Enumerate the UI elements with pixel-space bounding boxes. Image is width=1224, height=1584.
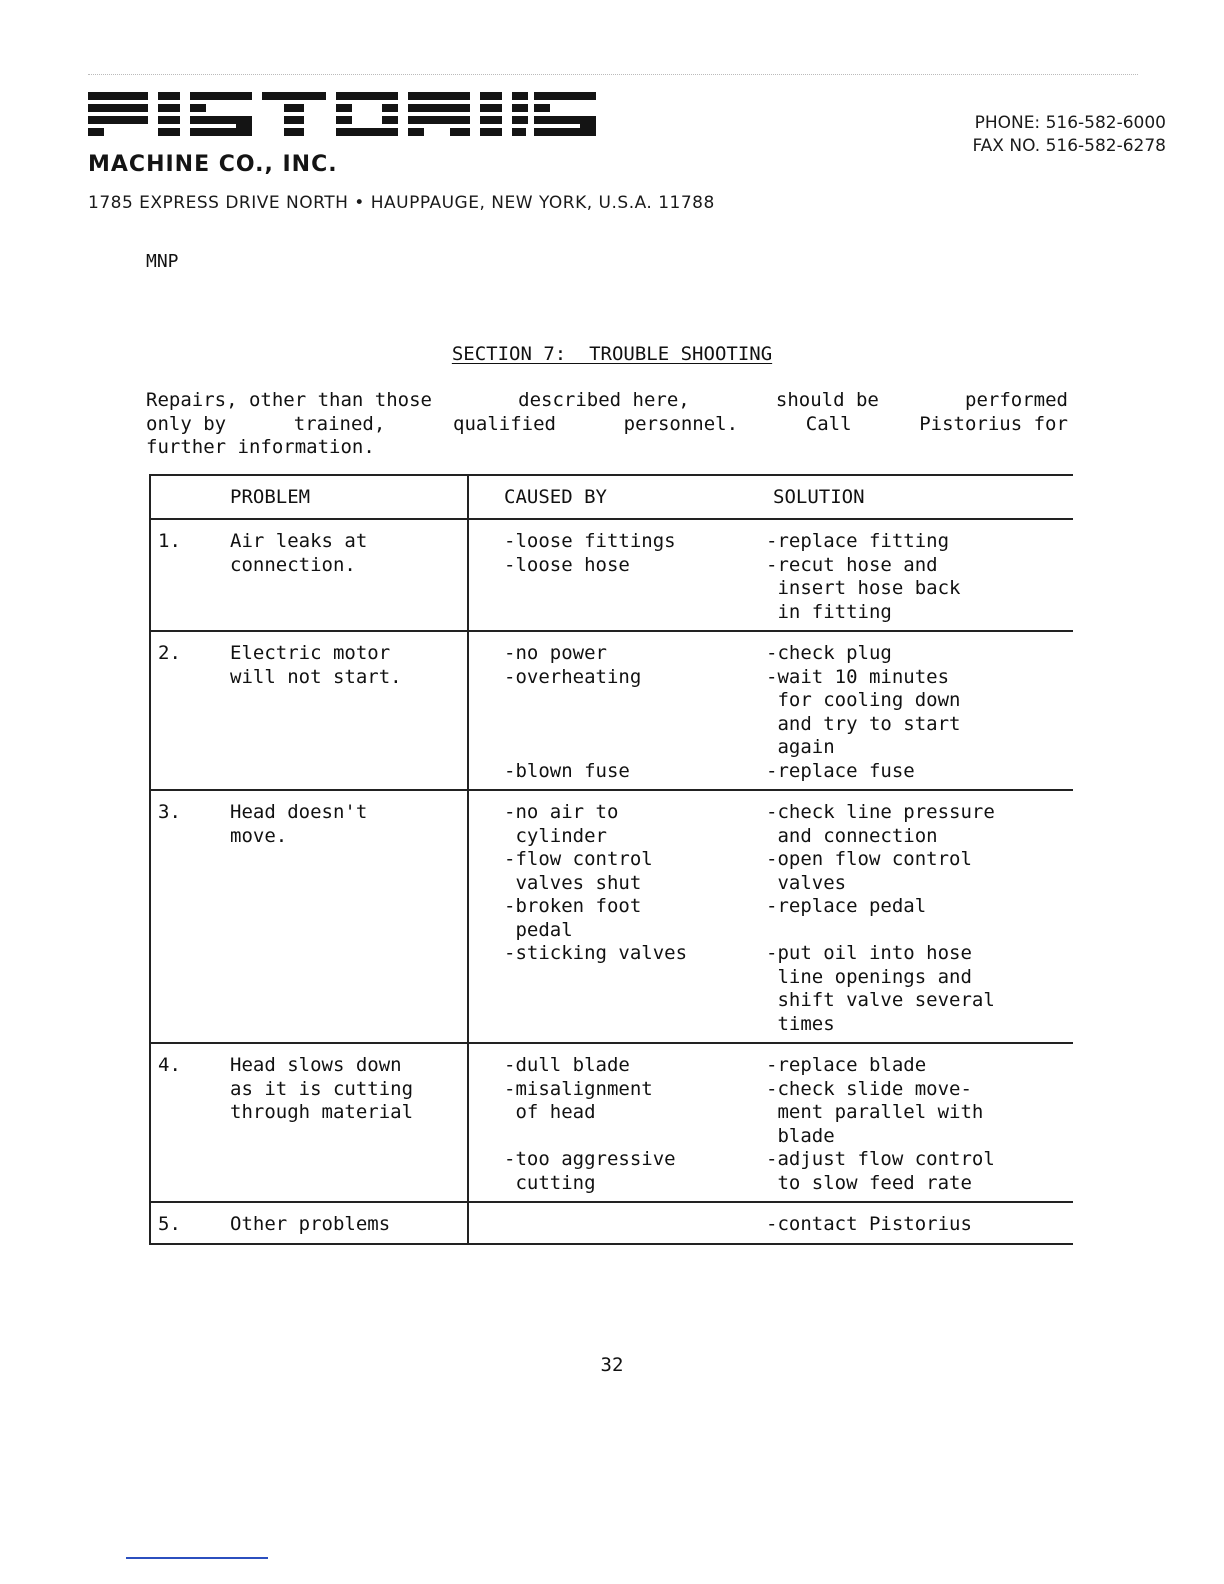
- solution-cell: [758, 1202, 1073, 1244]
- solution-entry: -recut hose and: [766, 553, 938, 576]
- cause-entry: -too aggressive: [504, 1148, 676, 1170]
- header-solution: SOLUTION: [758, 475, 1073, 519]
- cause-entry: -no air to: [504, 801, 619, 823]
- row-number: 5.: [158, 1213, 181, 1235]
- document-code: MNP: [146, 251, 179, 272]
- solution-entry: -replace blade: [766, 1054, 927, 1076]
- solution-entry: for cooling down: [766, 689, 961, 711]
- problem-text: Head doesn't move.: [230, 801, 368, 847]
- cause-entry: [504, 713, 758, 737]
- problem-cell: [150, 790, 468, 1043]
- solution-entry: -open flow control: [766, 848, 972, 870]
- intro-fragment: Pistorius for: [919, 412, 1068, 435]
- solution-cell: [758, 1043, 1073, 1202]
- scan-artifact-line: [88, 74, 1138, 75]
- company-logo: [88, 92, 600, 144]
- table-header-row: [150, 475, 1073, 519]
- solution-entry: -replace fitting: [766, 530, 950, 552]
- solution-entry: -adjust flow control: [766, 1148, 995, 1170]
- problem-text: Air leaks at connection.: [230, 530, 368, 576]
- intro-line: [146, 413, 1068, 437]
- caused-by-cell: [468, 631, 758, 790]
- cause-entry: -no power: [504, 642, 607, 664]
- header-problem: PROBLEM: [150, 475, 468, 519]
- cause-entry: cutting: [504, 1171, 596, 1194]
- solution-cell: [758, 519, 1073, 631]
- section-title: [0, 343, 1224, 365]
- intro-fragment: Call: [805, 412, 852, 435]
- solution-entry: shift valve several: [766, 989, 995, 1011]
- intro-fragment: described here,: [518, 389, 690, 411]
- solution-entry: blade: [766, 1124, 835, 1147]
- problem-cell: [150, 519, 468, 631]
- intro-line: [146, 436, 1068, 460]
- solution-entry: -put oil into hose: [766, 942, 972, 964]
- cause-entry: valves shut: [504, 871, 642, 894]
- cause-entry: -dull blade: [504, 1054, 630, 1076]
- fax-number: FAX NO. 516-582-6278: [972, 136, 1166, 156]
- solution-entry: valves: [766, 871, 847, 894]
- cause-entry: -loose fittings: [504, 530, 676, 552]
- solution-entry: -wait 10 minutes: [766, 665, 950, 688]
- row-number: 3.: [158, 801, 181, 823]
- solution-entry: line openings and: [766, 965, 972, 988]
- contact-block: [972, 112, 1166, 158]
- solution-cell: [758, 790, 1073, 1043]
- caused-by-cell: [468, 1202, 758, 1244]
- intro-fragment: performed: [965, 389, 1068, 411]
- table-row: [150, 631, 1073, 790]
- cause-entry: -blown fuse: [504, 759, 630, 782]
- row-number: 4.: [158, 1054, 181, 1076]
- problem-cell: [150, 1043, 468, 1202]
- solution-entry: and try to start: [766, 712, 961, 735]
- problem-cell: [150, 1202, 468, 1244]
- solution-entry: insert hose back: [766, 577, 961, 599]
- solution-entry: -replace fuse: [766, 759, 915, 782]
- company-address: 1785 EXPRESS DRIVE NORTH • HAUPPAUGE, NEW YORK, U.S.A. 11788: [88, 193, 715, 213]
- solution-entry: ment parallel with: [766, 1101, 984, 1123]
- solution-entry: to slow feed rate: [766, 1171, 972, 1194]
- solution-entry: -replace pedal: [766, 895, 927, 917]
- troubleshooting-table: [149, 474, 1073, 1245]
- row-number: 2.: [158, 642, 181, 664]
- cause-entry: -loose hose: [504, 553, 630, 576]
- cause-entry: -overheating: [504, 665, 642, 688]
- intro-fragment: qualified: [453, 412, 556, 435]
- solution-entry: and connection: [766, 824, 938, 847]
- cause-entry: -sticking valves: [504, 942, 688, 964]
- cause-entry: [504, 689, 758, 713]
- cause-entry: -broken foot: [504, 895, 642, 917]
- intro-fragment: further information.: [146, 436, 375, 458]
- solution-entry: in fitting: [766, 600, 892, 623]
- solution-entry: -contact Pistorius: [766, 1213, 972, 1235]
- company-name: MACHINE CO., INC.: [88, 152, 338, 177]
- cause-entry: -flow control: [504, 848, 653, 870]
- phone-number: PHONE: 516-582-6000: [974, 113, 1166, 133]
- problem-cell: [150, 631, 468, 790]
- scan-rule-mark: [126, 1557, 268, 1559]
- cause-entry: [504, 736, 758, 760]
- solution-entry: again: [766, 736, 835, 758]
- caused-by-cell: [468, 790, 758, 1043]
- problem-text: Other problems: [230, 1213, 391, 1235]
- problem-text: Electric motor will not start.: [230, 642, 402, 688]
- intro-fragment: should be: [775, 389, 879, 411]
- page-number: 32: [600, 1354, 624, 1376]
- table-row: [150, 1202, 1073, 1244]
- solution-entry: times: [766, 1012, 835, 1035]
- cause-entry: [504, 1125, 758, 1149]
- intro-paragraph: [146, 389, 1068, 460]
- solution-cell: [758, 631, 1073, 790]
- intro-line: [146, 389, 1068, 413]
- intro-fragment: only by: [146, 412, 227, 435]
- caused-by-cell: [468, 1043, 758, 1202]
- cause-entry: pedal: [504, 918, 573, 941]
- intro-fragment: personnel.: [623, 412, 739, 435]
- intro-fragment: Repairs, other than those: [146, 389, 432, 411]
- cause-entry: cylinder: [504, 824, 607, 847]
- table-row: [150, 519, 1073, 631]
- cause-entry: of head: [504, 1101, 596, 1123]
- table-row: [150, 790, 1073, 1043]
- intro-fragment: trained,: [293, 412, 386, 435]
- row-number: 1.: [158, 530, 181, 552]
- header-caused-by: CAUSED BY: [468, 475, 758, 519]
- caused-by-cell: [468, 519, 758, 631]
- solution-entry: [766, 919, 1073, 943]
- table-row: [150, 1043, 1073, 1202]
- cause-entry: -misalignment: [504, 1077, 653, 1100]
- pistorius-logo-graphic: [88, 92, 600, 140]
- solution-entry: -check plug: [766, 642, 892, 664]
- solution-entry: -check slide move-: [766, 1077, 972, 1100]
- solution-entry: -check line pressure: [766, 801, 995, 823]
- section-title-text: SECTION 7: TROUBLE SHOOTING: [451, 343, 773, 365]
- problem-text: Head slows down as it is cutting through material: [230, 1054, 414, 1123]
